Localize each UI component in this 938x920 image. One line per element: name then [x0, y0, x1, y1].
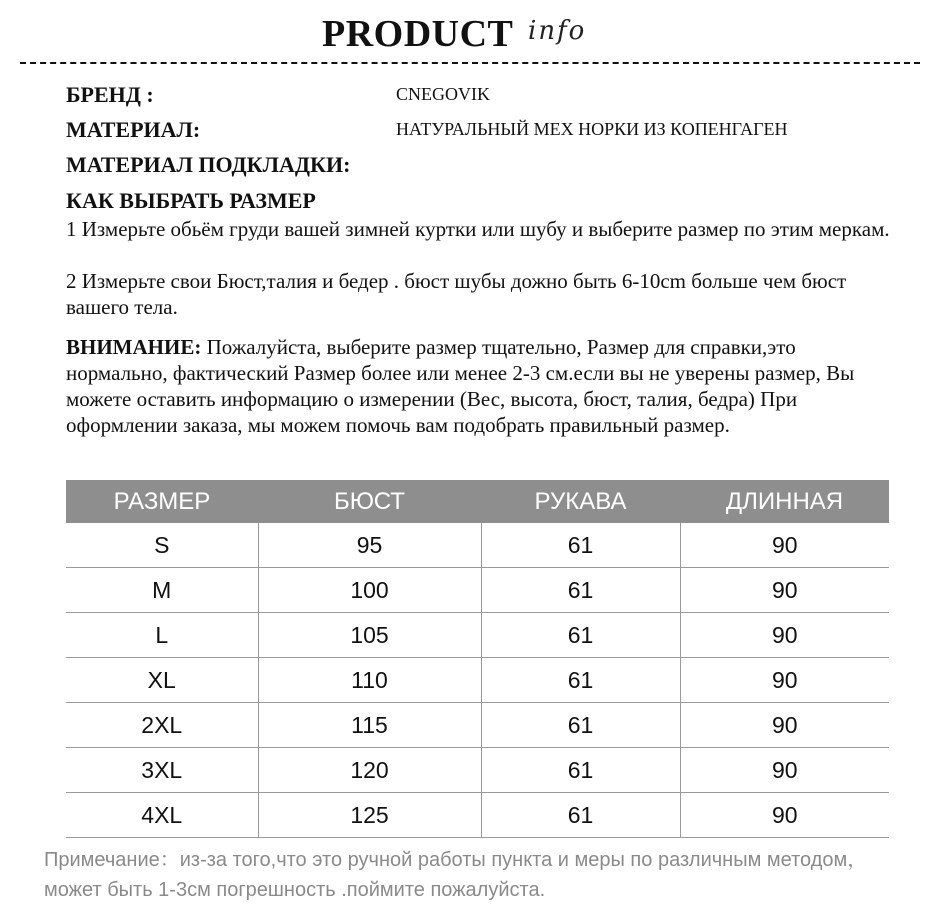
material-value: НАТУРАЛЬНЫЙ МЕХ НОРКИ ИЗ КОПЕНГАГЕН — [396, 119, 788, 139]
cell-size: 4XL — [66, 793, 258, 838]
header-size: РАЗМЕР — [66, 480, 258, 523]
cell-length: 90 — [680, 568, 889, 613]
table-row — [66, 748, 889, 793]
cell-length: 90 — [680, 703, 889, 748]
product-info-header — [0, 8, 938, 58]
header-bust: БЮСТ — [258, 480, 481, 523]
attention-block — [66, 334, 896, 438]
cell-bust: 100 — [258, 568, 481, 613]
table-row — [66, 613, 889, 658]
cell-sleeve: 61 — [481, 703, 680, 748]
cell-sleeve: 61 — [481, 523, 680, 568]
brand-label: БРЕНД : — [66, 82, 154, 107]
cell-bust: 115 — [258, 703, 481, 748]
attention-label: ВНИМАНИЕ: — [66, 335, 202, 359]
cell-length: 90 — [680, 523, 889, 568]
header-title: PRODUCT — [322, 13, 514, 55]
cell-size: 3XL — [66, 748, 258, 793]
table-row — [66, 658, 889, 703]
cell-bust: 125 — [258, 793, 481, 838]
measurement-note: Примечание：из-за того,что это ручной работы пункта и меры по различным методом，может быть 1-3см погрешность .поймите пожалуйста. — [44, 849, 868, 901]
cell-size: XL — [66, 658, 258, 703]
cell-length: 90 — [680, 658, 889, 703]
cell-sleeve: 61 — [481, 568, 680, 613]
size-table — [66, 480, 889, 838]
cell-bust: 95 — [258, 523, 481, 568]
cell-size: L — [66, 613, 258, 658]
cell-sleeve: 61 — [481, 748, 680, 793]
table-row — [66, 793, 889, 838]
header-sleeve: РУКАВА — [481, 480, 680, 523]
cell-sleeve: 61 — [481, 658, 680, 703]
cell-length: 90 — [680, 748, 889, 793]
how-to-step-1: 1 Измерьте обьём груди вашей зимней куртки или шубу и выберите размер по этим меркам. — [66, 217, 890, 241]
material-label: МАТЕРИАЛ: — [66, 117, 201, 142]
how-to-step-2: 2 Измерьте свои Бюст,талия и бедер . бюст шубы дожно быть 6-10cm больше чем бюст вашего тела. — [66, 269, 847, 319]
cell-length: 90 — [680, 793, 889, 838]
header-divider — [20, 62, 920, 64]
cell-bust: 120 — [258, 748, 481, 793]
cell-bust: 110 — [258, 658, 481, 703]
how-to-choose-title: КАК ВЫБРАТЬ РАЗМЕР — [66, 188, 316, 213]
lining-label: МАТЕРИАЛ ПОДКЛАДКИ: — [66, 152, 351, 177]
cell-sleeve: 61 — [481, 793, 680, 838]
header-script: info — [528, 16, 587, 46]
cell-length: 90 — [680, 613, 889, 658]
cell-size: S — [66, 523, 258, 568]
cell-sleeve: 61 — [481, 613, 680, 658]
table-row — [66, 568, 889, 613]
table-row — [66, 523, 889, 568]
brand-value: CNEGOVIK — [396, 84, 490, 104]
header-length: ДЛИННАЯ — [680, 480, 889, 523]
size-table-header — [66, 480, 889, 523]
attention-text: Пожалуйста, выберите размер тщательно, Размер для справки,это нормально, фактический Размер более или менее 2-3 см.если вы не уверены размер, Вы можете оставить информацию о измерении (Вес, высота, бюст, талия, бедра) При оформлении заказа, мы можем помочь вам подобрать правильный размер. — [66, 335, 855, 437]
cell-size: 2XL — [66, 703, 258, 748]
table-row — [66, 703, 889, 748]
cell-size: M — [66, 568, 258, 613]
cell-bust: 105 — [258, 613, 481, 658]
